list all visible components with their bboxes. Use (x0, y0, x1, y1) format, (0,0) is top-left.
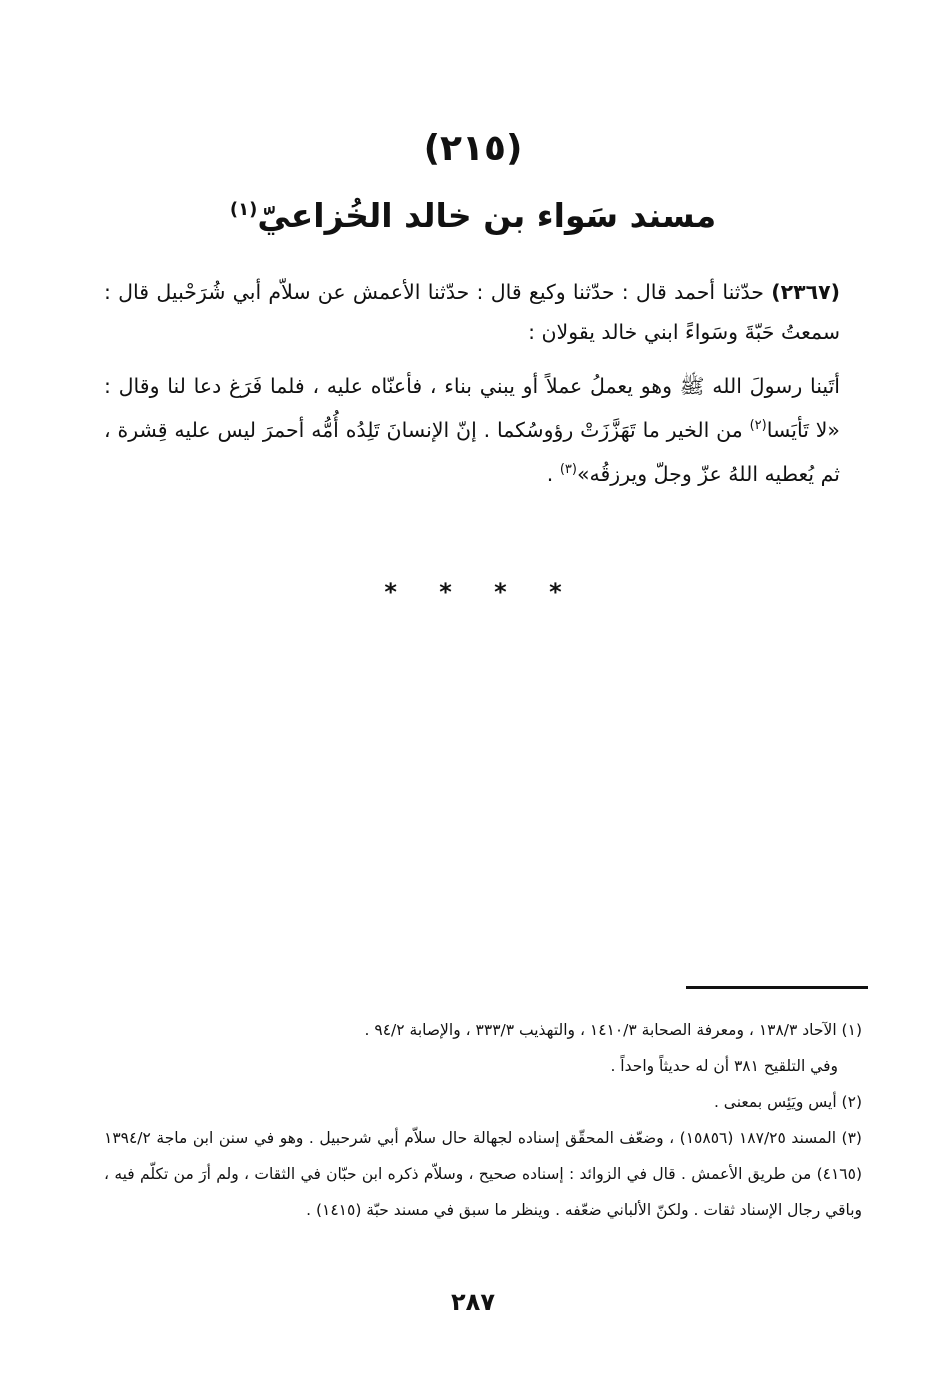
hadith-matn (104, 366, 840, 494)
footnote-2: (٢) أيس ويَئِس بمعنى . (713, 1093, 862, 1111)
footnote-divider (686, 986, 868, 989)
matn-text-1: أتَينا رسولَ الله ﷺ وهو يعملُ عملاً أو يبني بناء ، فأعنّاه عليه ، فلما فَرَغ دعا لنا وقال : «لا تَأيَسا (104, 374, 840, 442)
footnote-1-continuation: وفي التلقيح ٣٨١ أن له حديثاً واحداً . (610, 1057, 838, 1075)
footnote-3: (٣) المسند ١٨٧/٢٥ (١٥٨٥٦) ، وضعّف المحقّق إسناده لجهالة حال سلاّم أبي شرحبيل . وهو في سنن ابن ماجة ١٣٩٤/٢ (٤١٦٥) من طريق الأعمش . قال في الزوائد : إسناده صحيح ، وسلاّم ذكره ابن حبّان في الثقات ، ولم أرَ من تكلّم فيه ، وباقي رجال الإسناد ثقات . ولكنّ الألباني ضعّفه . وينظر ما سبق في مسند حبّة (١٤١٥) . (104, 1129, 862, 1219)
isnad-text: حدّثنا أحمد قال : حدّثنا وكيع قال : حدّثنا الأعمش عن سلاّم أبي شُرَحْبيل قال : سمعتُ حَبّةَ وسَواءً ابني خالد يقولان : (104, 280, 840, 344)
section-separator (0, 578, 946, 606)
footnote-1: (١) الآحاد ١٣٨/٣ ، ومعرفة الصحابة ١٤١٠/٣ ، والتهذيب ٣٣٣/٣ ، والإصابة ٩٤/٢ . (364, 1021, 862, 1039)
footnote-marker: (١) (229, 199, 258, 220)
matn-end: . (546, 461, 560, 486)
separator-star: * (439, 578, 452, 606)
separator-star: * (549, 578, 562, 606)
chapter-title-text: مسند سَواء بن خالد الخُزاعيّ (257, 196, 717, 235)
footnote-marker: (٣) (559, 461, 577, 477)
footnotes (104, 1012, 862, 1228)
chapter-title (0, 196, 946, 235)
hadith-number: (٢٣٦٧) (771, 280, 840, 304)
separator-star: * (494, 578, 507, 606)
separator-star: * (384, 578, 397, 606)
hadith-isnad (104, 272, 840, 352)
hadith-text (104, 272, 840, 494)
page-number: ٢٨٧ (451, 1288, 495, 1316)
footnote-marker: (٢) (749, 418, 767, 433)
matn-text-2: من الخير ما تَهَزَّزَتْ رؤوسُكما . إنّ الإنسانَ تَلِدُه أُمُّه أحمرَ ليس عليه قِشرة ، ثم يُعطيه اللهُ عزّ وجلّ ويرزقُه» (104, 417, 840, 486)
chapter-number: (٢١٥) (423, 128, 523, 169)
